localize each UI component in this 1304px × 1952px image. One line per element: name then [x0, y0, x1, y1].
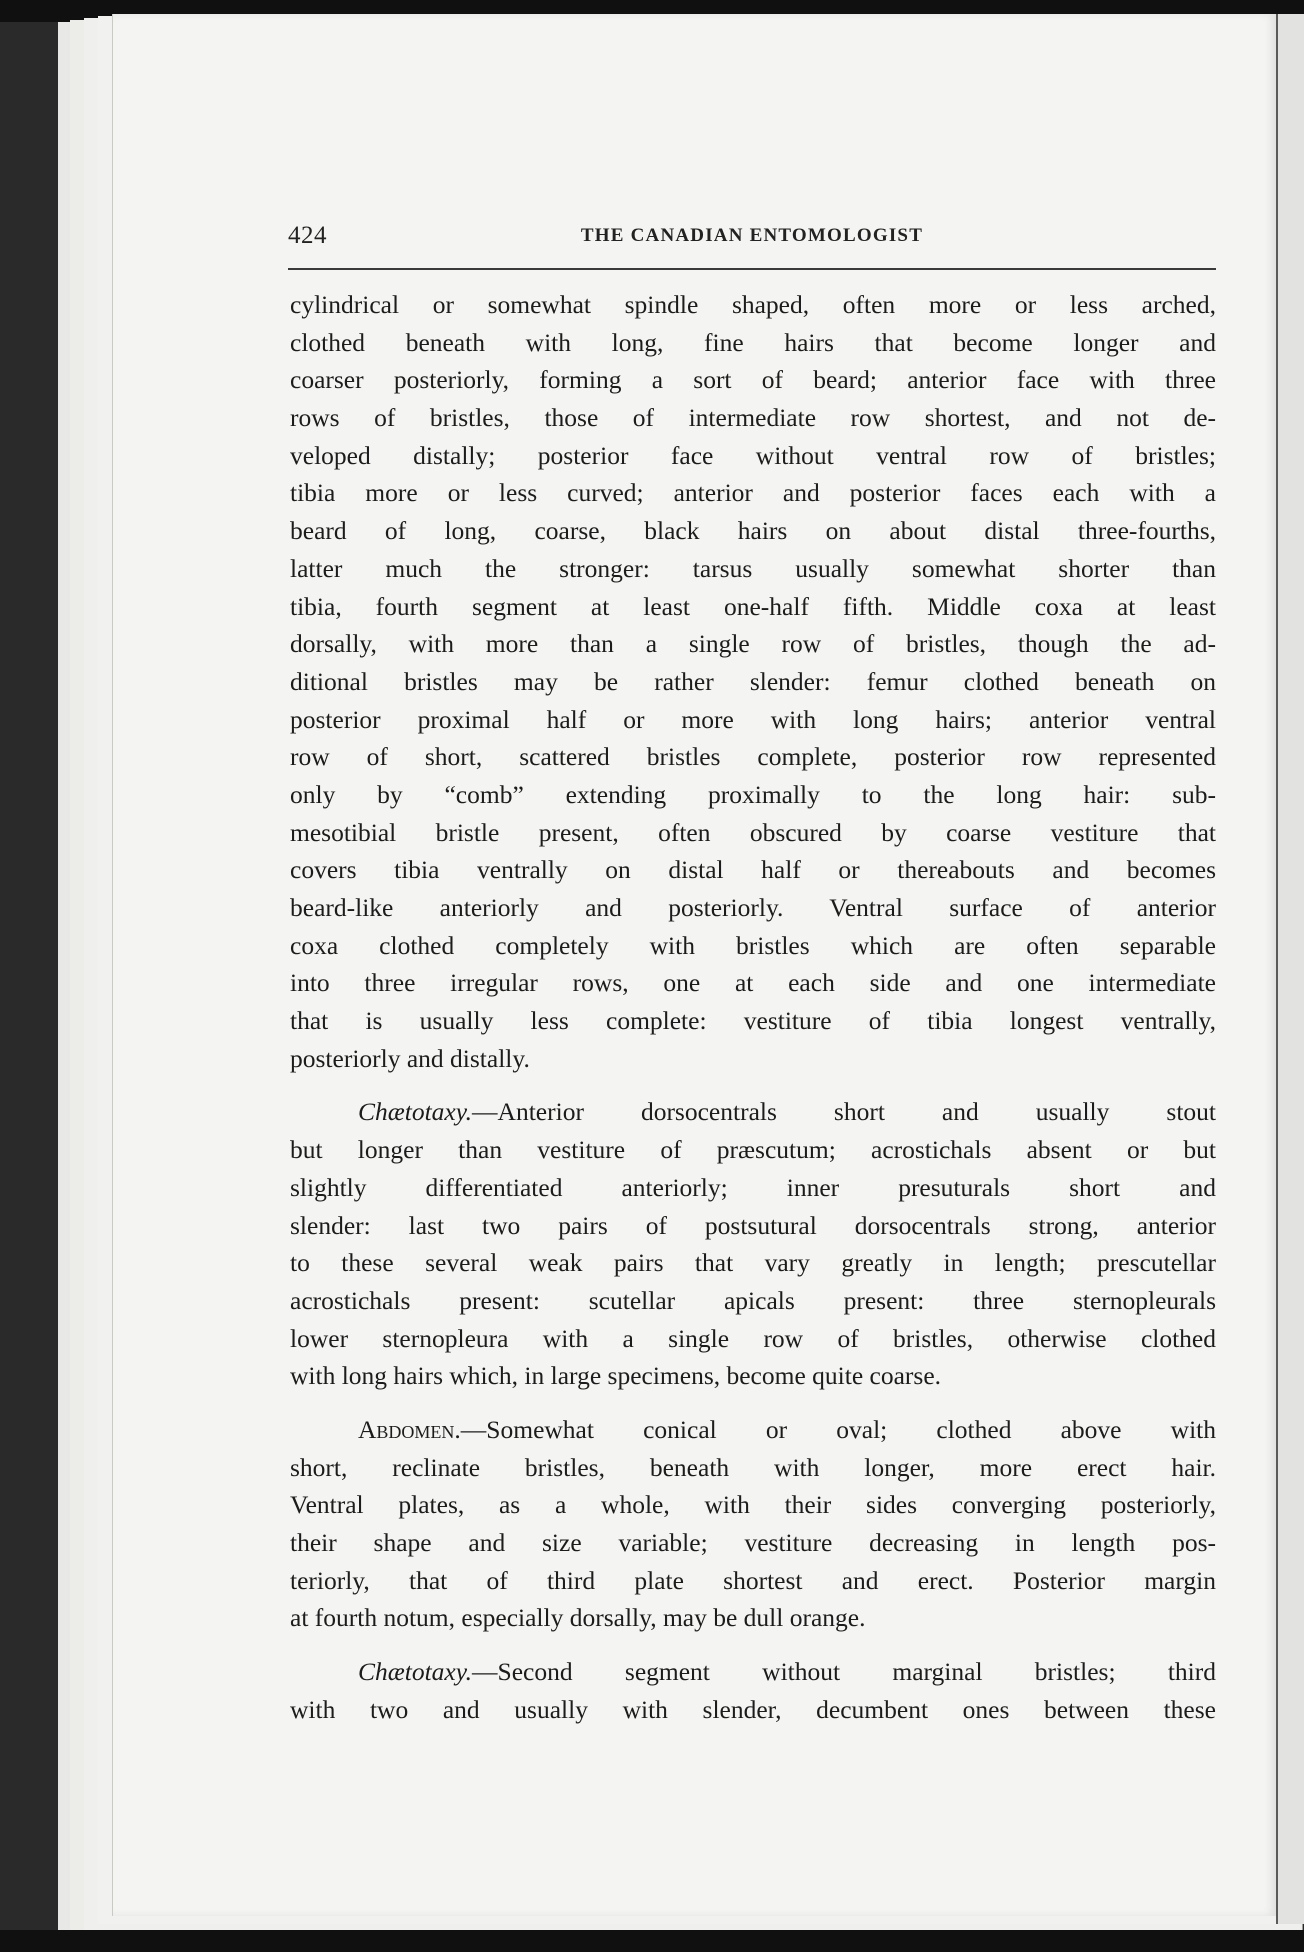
text-line: with long hairs which, in large specimens, become quite coarse.	[290, 1361, 942, 1391]
text-line: with two and usually with slender, decumbent ones between these	[290, 1694, 1216, 1724]
text-run: —Anterior dorsocentrals short and usually stout	[472, 1097, 1216, 1127]
text-line: but longer than vestiture of præscutum; acrostichals absent or but	[290, 1135, 1216, 1165]
text-line: to these several weak pairs that vary greatly in length; prescutellar	[290, 1248, 1216, 1278]
text-line: dorsally, with more than a single row of bristles, though the ad-	[290, 629, 1216, 659]
text-line: posterior proximal half or more with long hairs; anterior ventral	[290, 704, 1216, 734]
text-line: posteriorly and distally.	[290, 1043, 530, 1073]
text-line: rows of bristles, those of intermediate row shortest, and not de-	[290, 403, 1216, 433]
text-line: row of short, scattered bristles complete, posterior row represented	[290, 742, 1216, 772]
section-lead: Abdomen.	[358, 1414, 461, 1444]
text-line: coxa clothed completely with bristles which are often separable	[290, 930, 1216, 960]
paragraph-abdomen-chaetotaxy	[290, 1653, 1216, 1728]
page-number: 424	[288, 222, 327, 249]
text-line: tibia, fourth segment at least one-half fifth. Middle coxa at least	[290, 591, 1216, 621]
text-line: slightly differentiated anteriorly; inner presuturals short and	[290, 1172, 1216, 1202]
text-line: covers tibia ventrally on distal half or thereabouts and becomes	[290, 855, 1216, 885]
text-run: —Second segment without marginal bristles; third	[472, 1657, 1216, 1687]
text-line: latter much the stronger: tarsus usually somewhat shorter than	[290, 553, 1216, 583]
text-line: their shape and size variable; vestiture decreasing in length pos-	[290, 1528, 1216, 1557]
text-line: beard-like anteriorly and posteriorly. Ventral surface of anterior	[290, 893, 1216, 922]
section-lead: Chætotaxy.	[358, 1097, 473, 1127]
text-line: ditional bristles may be rather slender: femur clothed beneath on	[290, 666, 1216, 696]
text-line: short, reclinate bristles, beneath with longer, more erect hair.	[290, 1452, 1216, 1482]
text-line: lower sternopleura with a single row of bristles, otherwise clothed	[290, 1323, 1216, 1353]
text-line: tibia more or less curved; anterior and posterior faces each with a	[290, 478, 1216, 508]
text-line: only by “comb” extending proximally to the long hair: sub-	[290, 779, 1216, 809]
text-line	[290, 1411, 1216, 1449]
text-line: into three irregular rows, one at each side and one intermediate	[290, 968, 1216, 998]
header-rule	[288, 268, 1216, 270]
text-line: coarser posteriorly, forming a sort of beard; anterior face with three	[290, 365, 1216, 395]
section-lead: Chætotaxy.	[358, 1657, 473, 1687]
paragraph-thorax-chaetotaxy	[290, 1093, 1216, 1395]
journal-title: THE CANADIAN ENTOMOLOGIST	[580, 225, 924, 246]
text-line	[290, 1093, 1216, 1131]
text-line: acrostichals present: scutellar apicals present: three sternopleurals	[290, 1285, 1216, 1315]
text-line: that is usually less complete: vestiture of tibia longest ventrally,	[290, 1006, 1216, 1036]
running-head	[288, 222, 1216, 252]
paragraph-abdomen	[290, 1411, 1216, 1637]
text-line: Ventral plates, as a whole, with their sides converging posteriorly,	[290, 1490, 1216, 1520]
text-line: at fourth notum, especially dorsally, may be dull orange.	[290, 1603, 866, 1633]
text-line: clothed beneath with long, fine hairs that become longer and	[290, 327, 1216, 357]
paragraph-legs	[290, 286, 1216, 1077]
text-run: —Somewhat conical or oval; clothed above with	[460, 1414, 1216, 1444]
text-line	[290, 1653, 1216, 1691]
text-line: cylindrical or somewhat spindle shaped, often more or less arched,	[290, 290, 1216, 319]
text-line: slender: last two pairs of postsutural dorsocentrals strong, anterior	[290, 1210, 1216, 1240]
scan-bottom-border	[0, 1930, 1304, 1952]
text-line: mesotibial bristle present, often obscured by coarse vestiture that	[290, 817, 1216, 847]
text-line: beard of long, coarse, black hairs on about distal three-fourths,	[290, 516, 1216, 546]
text-line: veloped distally; posterior face without ventral row of bristles;	[290, 440, 1216, 470]
body-text	[290, 286, 1216, 1728]
text-line: teriorly, that of third plate shortest and erect. Posterior margin	[290, 1565, 1216, 1595]
book-spine-edge	[1276, 14, 1304, 1924]
